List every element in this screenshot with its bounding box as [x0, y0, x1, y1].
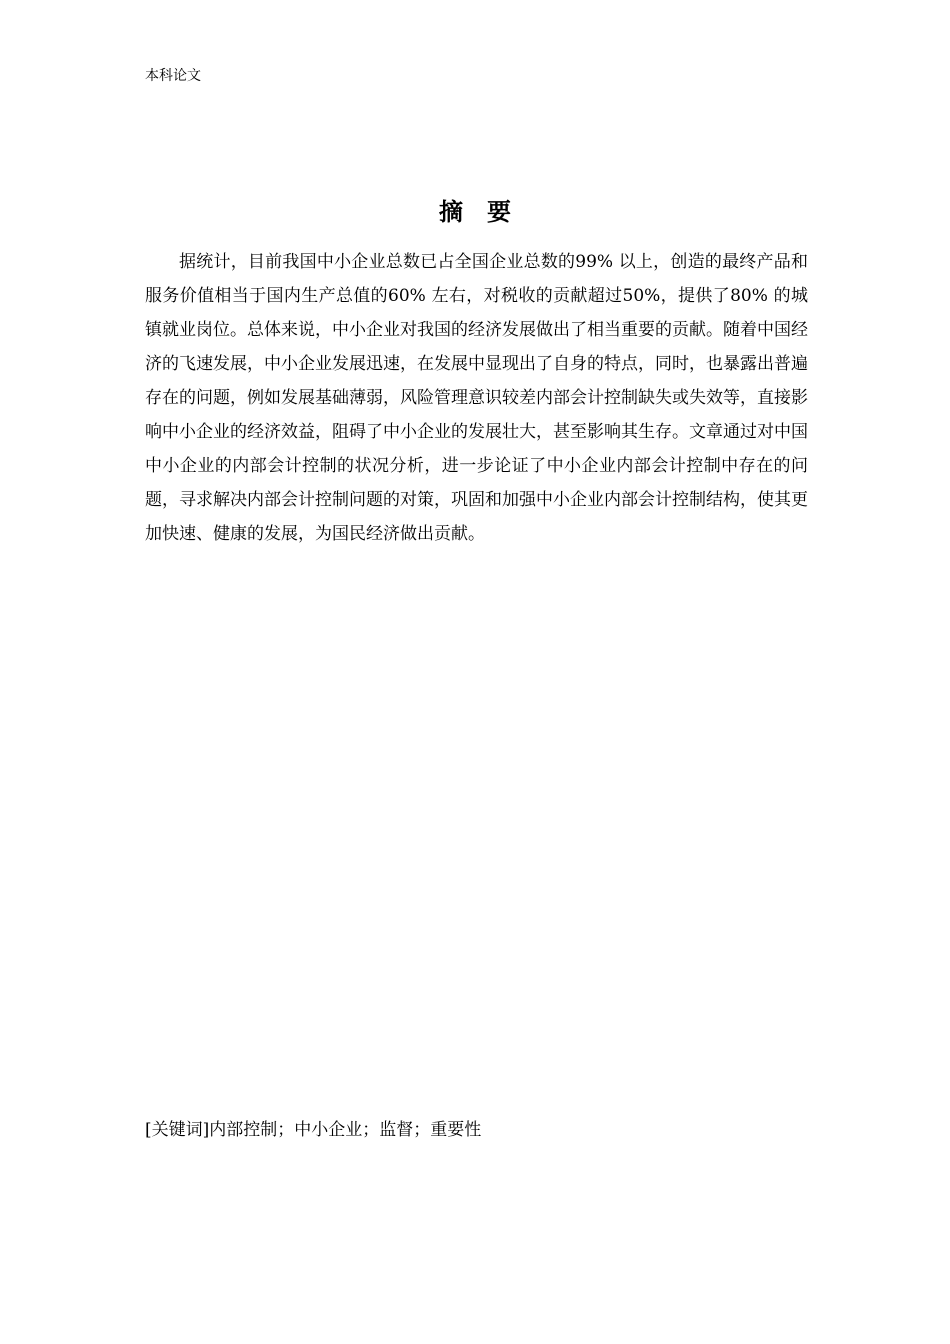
keywords-label: [关键词]: [145, 1120, 210, 1140]
document-header: 本科论文: [145, 68, 201, 84]
abstract-body: 据统计，目前我国中小企业总数已占全国企业总数的99% 以上，创造的最终产品和服务价值相当于国内生产总值的60% 左右，对税收的贡献超过50%，提供了80% 的城镇就业岗位。总体来说，中小企业对我国的经济发展做出了相当重要的贡献。随着中国经济的飞速发展，中小企业发展迅速，在发展中显现出了自身的特点，同时，也暴露出普遍存在的问题，例如发展基础薄弱，风险管理意识较差内部会计控制缺失或失效等，直接影响中小企业的经济效益，阻碍了中小企业的发展壮大，甚至影响其生存。文章通过对中国中小企业的内部会计控制的状况分析，进一步论证了中小企业内部会计控制中存在的问题，寻求解决内部会计控制问题的对策，巩固和加强中小企业内部会计控制结构，使其更加快速、健康的发展，为国民经济做出贡献。: [145, 252, 808, 544]
abstract-title: 摘要: [439, 197, 535, 226]
keywords-text: 内部控制；中小企业；监督；重要性: [209, 1120, 482, 1140]
keywords-line: [145, 1115, 481, 1145]
